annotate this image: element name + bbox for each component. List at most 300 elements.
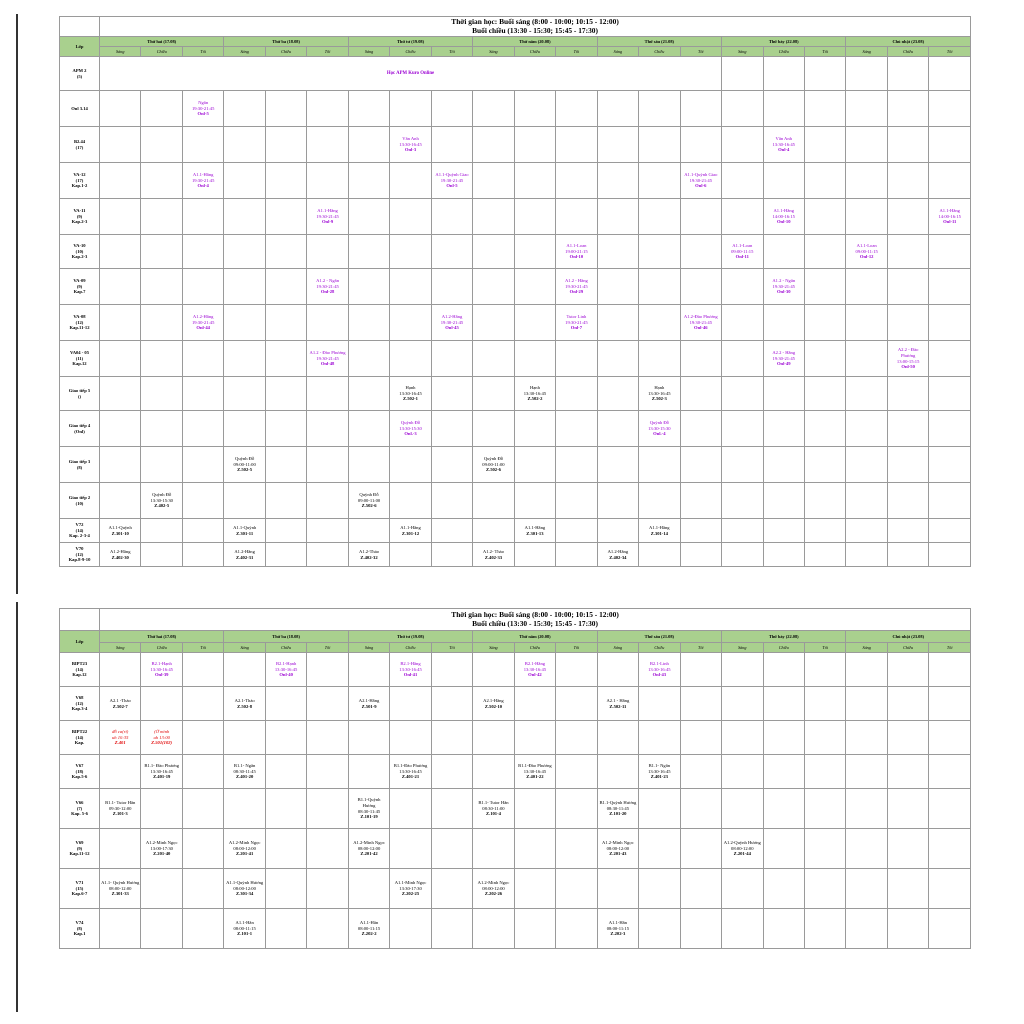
schedule-cell [431,869,472,909]
schedule-cell [100,199,141,235]
session-entry [184,314,222,331]
session-info-line: 19:30-21:45 [191,319,215,325]
schedule-cell [431,235,472,269]
day-header: Thứ năm (20.08) [473,631,597,643]
session-room: Onl-43 [652,672,667,678]
schedule-cell [100,653,141,687]
session-info-line: 13:30-15:30 [399,425,422,431]
session-info-line: A2.2 - Hằng [772,350,796,356]
schedule-cell [265,483,306,519]
session-room: Z.301-33 [111,891,129,897]
session-entry [889,347,927,369]
session-info-line: B1.1- Tutor Hân [105,800,136,806]
schedule-cell [804,829,845,869]
table-row [60,57,971,91]
schedule-cell [224,269,265,305]
session-info-line: A1.2-Minh Ngọc [477,880,510,886]
slot-header: Chiều [639,47,680,57]
table-row [60,199,971,235]
schedule-cell [224,483,265,519]
session-info-line: A1.1-Hằng [192,172,214,178]
schedule-cell [265,829,306,869]
session-entry [142,840,180,857]
session-room: Onl-3 [404,147,417,153]
session-entry [142,492,180,509]
schedule-cell [846,199,887,235]
slot-header: Chiều [763,643,804,653]
title-row [60,609,971,631]
schedule-cell [763,653,804,687]
session-room: Z.402-30 [111,554,129,560]
session-entry [557,314,595,331]
schedule-cell [431,687,472,721]
schedule-cell [680,789,721,829]
session-info-line: Quỳnh Đỗ [359,492,379,498]
schedule-cell [639,341,680,377]
session-entry [557,278,595,295]
schedule-cell [141,163,182,199]
session-room: Z.402-5 [154,503,170,509]
class-name-cell [60,909,100,949]
session-info-line: 19:30-21:45 [440,319,464,325]
day-header: Thứ bảy (22.08) [722,37,846,47]
table-row [60,755,971,789]
session-room: Z.401-22 [526,774,544,780]
schedule-cell [307,687,348,721]
table-row [60,447,971,483]
schedule-cell [224,829,265,869]
session-room: Z.502-8 [237,703,253,709]
schedule-cell [639,127,680,163]
class-name-line: (12) [75,551,84,557]
schedule-cell [265,91,306,127]
schedule-cell [141,869,182,909]
session-info-line: uh 10:35 [112,734,129,740]
schedule-cell [514,341,555,377]
schedule-cell [680,653,721,687]
slot-header: Sáng [722,47,763,57]
session-info-line: 09:00-11:15 [731,248,754,254]
session-room: Z.401 [114,740,126,746]
session-info-line: A1.2-Hằng [192,314,214,320]
session-entry [474,800,512,817]
session-info-line: 08:30-11:00 [482,805,505,811]
class-name-cell [60,269,100,305]
class-name-line: Kap.11-12 [69,325,90,331]
schedule-cell [887,653,928,687]
session-info-line: 13:30-15:30 [150,497,173,503]
class-name-cell [60,789,100,829]
schedule-cell [307,199,348,235]
session-entry [474,880,512,897]
schedule-cell [182,755,223,789]
schedule-cell [431,341,472,377]
schedule-cell [473,653,514,687]
schedule-cell [804,519,845,543]
session-info-line: A1.2-Hằng [441,314,463,320]
schedule-cell [722,755,763,789]
schedule-cell [680,869,721,909]
schedule-cell [680,377,721,411]
lop-header: Lớp [60,631,100,653]
session-info-line: A1.1-Minh Ngọc [394,880,427,886]
session-room: Onl-44 [196,325,210,331]
schedule-cell [680,127,721,163]
session-info-line: A1.1- Quỳnh Hương [101,880,140,886]
table-row [60,909,971,949]
class-name-line: Onl 3.14 [71,105,88,111]
session-info-line: B1.1- Ngân [648,763,671,769]
schedule-cell [307,909,348,949]
online-note: Học APM Kuro Online [100,57,722,91]
slot-header-row [60,47,971,57]
session-entry [640,763,678,780]
session-info-line: Vân Anh [775,136,792,142]
schedule-cell [846,377,887,411]
schedule-cell [556,483,597,519]
schedule-cell [348,519,389,543]
schedule-cell [556,447,597,483]
schedule-cell [556,909,597,949]
schedule-cell [348,341,389,377]
session-room: Z.502-7 [112,703,128,709]
schedule-cell [722,199,763,235]
schedule-cell [929,341,971,377]
schedule-cell [348,543,389,567]
session-info-line: B1.1-Đào Phương [393,763,428,769]
session-info-line: 09:00-11:00 [233,461,256,467]
slot-header: Chiều [514,643,555,653]
schedule-cell [307,269,348,305]
schedule-cell [887,909,928,949]
class-name-line: V74 [75,920,84,926]
schedule-cell [763,543,804,567]
schedule-cell [887,341,928,377]
schedule-cell [265,909,306,949]
schedule-cell [141,411,182,447]
schedule-cell [141,199,182,235]
session-entry [765,350,803,367]
session-room: Z.401-19 [153,774,171,780]
session-entry [474,456,512,473]
schedule-cell [887,789,928,829]
class-name-line: Kap.8-9-10 [68,557,91,563]
session-entry [765,136,803,153]
schedule-cell [556,305,597,341]
schedule-cell [431,91,472,127]
schedule-cell [804,653,845,687]
slot-header: Tối [307,47,348,57]
schedule-cell [224,447,265,483]
session-entry [474,549,512,560]
session-room: Z.502-10 [484,703,503,709]
schedule-cell [431,909,472,949]
schedule-cell [514,653,555,687]
session-info-line: B2.1-Hạnh [275,661,297,667]
table-row [60,789,971,829]
session-entry [267,661,305,678]
schedule-cell [348,447,389,483]
title-line-2: Buổi chiều (13:30 - 15:30; 15:45 - 17:30) [472,25,598,35]
schedule-cell [473,869,514,909]
schedule-cell [639,789,680,829]
schedule-cell [722,519,763,543]
session-entry [599,920,637,937]
schedule-cell [763,755,804,789]
slot-header: Tối [929,643,971,653]
schedule-cell [680,269,721,305]
schedule-cell [307,483,348,519]
class-name-line: (8) [76,925,83,931]
session-room: Onl-11 [735,254,749,260]
schedule-cell [182,447,223,483]
session-info-line: 09:00-11:15 [855,248,878,254]
session-info-line: Hạnh [654,385,665,391]
schedule-cell [680,91,721,127]
session-room: Z.101-19 [360,814,378,820]
session-entry [433,172,471,189]
schedule-cell [100,721,141,755]
schedule-cell [887,687,928,721]
session-info-line: A1.1-Hằng [649,524,670,530]
schedule-cell [100,91,141,127]
schedule-cell [182,199,223,235]
schedule-cell [846,653,887,687]
schedule-cell [265,519,306,543]
schedule-cell [100,543,141,567]
schedule-cell [182,377,223,411]
schedule-cell [224,721,265,755]
slot-header: Tối [556,643,597,653]
schedule-cell [846,687,887,721]
session-info-line: Quỳnh Đỗ [483,456,504,462]
schedule-cell [390,91,431,127]
schedule-cell [804,305,845,341]
schedule-cell [431,447,472,483]
schedule-cell [929,829,971,869]
schedule-cell [556,163,597,199]
schedule-cell [804,721,845,755]
schedule-title [100,609,971,631]
session-info-line: A2.1-Thảo [234,697,255,703]
schedule-cell [141,127,182,163]
schedule-cell [390,163,431,199]
session-entry [225,525,263,536]
session-entry [225,880,263,897]
schedule-cell [846,789,887,829]
class-name-line: (Onl) [74,428,85,434]
slot-header: Tối [182,47,223,57]
session-info-line: A1.1-Quỳnh Giao [435,172,469,178]
schedule-cell [722,653,763,687]
schedule-cell [473,127,514,163]
session-info-line: A1.2 - Đào Phương [309,350,346,356]
schedule-cell [597,543,638,567]
schedule-cell [639,543,680,567]
session-room: Z.301-11 [236,530,254,536]
schedule-cell [929,789,971,829]
session-room: Onl-50 [901,364,915,370]
schedule-cell [514,869,555,909]
schedule-cell [929,909,971,949]
table-row [60,127,971,163]
session-entry [557,243,595,260]
session-room: Z.202-25 [401,891,420,897]
schedule-cell [141,341,182,377]
schedule-cell [556,235,597,269]
session-room: Onl-12 [859,254,874,260]
slot-header: Sáng [722,643,763,653]
schedule-cell [763,199,804,235]
session-info-line: 19:30-21:45 [689,319,713,325]
session-info-line: 19:30-21:45 [772,283,795,289]
schedule-cell [390,687,431,721]
session-info-line: A1.1-Loan [732,243,753,249]
session-room: Z.101-1 [237,931,253,937]
schedule-cell [597,341,638,377]
schedule-cell [597,269,638,305]
slot-header: Tối [431,643,472,653]
session-room: Onl-49 [776,361,791,367]
schedule-cell [224,305,265,341]
schedule-cell [887,519,928,543]
schedule-cell [307,789,348,829]
schedule-cell [514,721,555,755]
schedule-cell [887,447,928,483]
schedule-cell [804,543,845,567]
schedule-cell [887,869,928,909]
session-info-line: A1.2-Hằng [109,548,131,554]
day-header: Thứ tư (19.08) [348,631,472,643]
schedule-cell [514,305,555,341]
schedule-cell [846,483,887,519]
page-left-rule-top [16,14,18,594]
schedule-cell [514,519,555,543]
session-entry [391,525,429,536]
schedule-cell [846,543,887,567]
schedule-cell [763,91,804,127]
title-line-1: Thời gian học: Buổi sáng (8:00 - 10:00; 10:15 - 12:00) [451,609,619,619]
class-name-cell [60,163,100,199]
session-entry [516,661,554,678]
schedule-cell [556,519,597,543]
schedule-cell [846,829,887,869]
schedule-cell [390,789,431,829]
slot-header: Chiều [265,643,306,653]
class-name-line: Kap.5-6 [71,774,88,780]
schedule-cell [100,829,141,869]
session-info-line: 08:00-12:00 [357,845,381,851]
class-name-line: VA-10 [73,243,86,249]
schedule-cell [597,305,638,341]
page-left-rule-bottom [16,602,18,1012]
session-entry [516,385,554,402]
session-room: Onl-4 [197,183,209,189]
class-name-cell [60,829,100,869]
schedule-cell [265,687,306,721]
schedule-cell [141,789,182,829]
slot-header: Chiều [887,47,928,57]
session-info-line: 13:30-16:45 [150,666,173,672]
session-info-line: Hương [362,802,376,808]
session-room: Z.201-42 [360,851,378,857]
session-entry [350,492,388,509]
schedule-cell [100,411,141,447]
title-blank [60,17,100,37]
session-room: Z.502-6 [485,467,501,473]
class-name-cell [60,543,100,567]
schedule-cell [763,447,804,483]
session-room: Z.502-1 [403,396,418,402]
schedule-cell [722,829,763,869]
session-entry [391,880,429,897]
session-info-line: 08:00-11:15 [233,925,256,931]
session-room: Z.401-20 [236,774,254,780]
session-info-line: 13:30-16:45 [399,390,422,396]
session-info-line: 08:00-12:00 [731,845,754,851]
schedule-cell [887,543,928,567]
schedule-cell [722,869,763,909]
schedule-cell [887,269,928,305]
session-room: Z.401-21 [401,774,420,780]
slot-header: Tối [182,643,223,653]
session-entry [516,525,554,536]
slot-header: Sáng [348,47,389,57]
session-entry [225,840,263,857]
schedule-cell [390,829,431,869]
schedule-cell [348,269,389,305]
schedule-cell [722,483,763,519]
schedule-cell [597,199,638,235]
schedule-cell [224,869,265,909]
slot-header: Sáng [224,643,265,653]
schedule-cell [846,91,887,127]
schedule-cell [473,687,514,721]
day-header: Chủ nhật (23.08) [846,631,971,643]
schedule-cell [929,127,971,163]
schedule-cell [887,235,928,269]
schedule-cell [597,789,638,829]
session-room: Onl-11 [943,219,957,225]
session-info-line: A1.1-Hằng [524,524,546,530]
session-info-line: A1.2 - Ngân [772,278,796,284]
session-room: Z.101-20 [609,811,627,817]
table-row [60,377,971,411]
schedule-cell [514,909,555,949]
schedule-cell [431,721,472,755]
schedule-cell [722,687,763,721]
session-info-line: 08:00-12:00 [109,885,132,891]
table-row [60,829,971,869]
slot-header: Tối [307,643,348,653]
schedule-cell [100,377,141,411]
slot-header: Tối [804,47,845,57]
session-info-line: A2.1-Hằng [358,697,380,703]
schedule-cell [307,411,348,447]
schedule-cell [597,829,638,869]
session-info-line: A2.1 -Thảo [109,697,131,703]
table-row [60,483,971,519]
schedule-cell [307,127,348,163]
schedule-cell [597,721,638,755]
class-name-line: (17) [75,177,84,183]
schedule-cell [804,235,845,269]
schedule-cell [514,235,555,269]
schedule-cell [182,829,223,869]
session-entry [640,661,678,678]
schedule-cell [722,127,763,163]
session-room: Z.202-26 [484,891,503,897]
